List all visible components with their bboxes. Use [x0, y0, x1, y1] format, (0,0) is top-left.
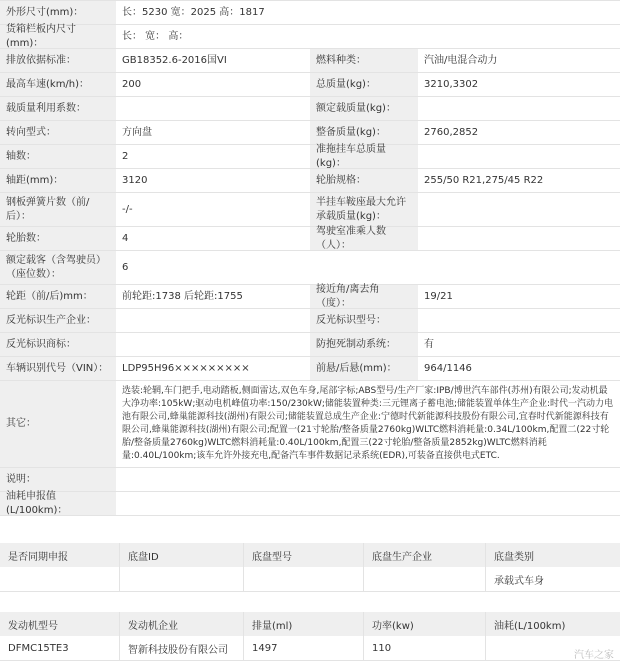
- chassis-cell: 承载式车身: [494, 575, 544, 587]
- total-mass-value: 3210,3302: [418, 73, 620, 96]
- tires-value: 4: [116, 227, 310, 250]
- cab-value: [418, 227, 620, 250]
- chassis-header-cell: 是否同期申报: [0, 543, 120, 567]
- chassis-header-cell: 底盘生产企业: [364, 543, 486, 567]
- chassis-data-row: [0, 567, 620, 592]
- reflect-model-value: [418, 309, 620, 332]
- seats-value: 6: [116, 251, 620, 284]
- row-consumption: [0, 492, 620, 516]
- tire-spec-label: 轮胎规格：: [310, 169, 418, 192]
- engine-cell: 110: [364, 636, 486, 660]
- rated-load-value: [418, 97, 620, 120]
- row-speed: [0, 73, 620, 97]
- row-leaf: [0, 193, 620, 227]
- row-cargo: [0, 25, 620, 49]
- engine-header-cell: 功率(kw): [364, 612, 486, 636]
- row-wheelbase: [0, 169, 620, 193]
- note-value: [116, 468, 620, 491]
- row-emission: [0, 49, 620, 73]
- vin-value: LDP95H96×××××××××: [116, 357, 310, 380]
- chassis-table: [0, 543, 620, 592]
- steering-label: 转向型式：: [0, 121, 116, 144]
- steering-value: 方向盘: [116, 121, 310, 144]
- wheelbase-value: 3120: [116, 169, 310, 192]
- track-value: 前轮距:1738 后轮距:1755: [116, 285, 310, 308]
- total-mass-label: 总质量(kg)：: [310, 73, 418, 96]
- engine-header-row: [0, 612, 620, 636]
- engine-header-cell: 排量(ml): [244, 612, 364, 636]
- abs-value: 有: [418, 333, 620, 356]
- row-axles: [0, 145, 620, 169]
- axles-label: 轴数：: [0, 145, 116, 168]
- leaf-label: 钢板弹簧片数（前/后）：: [0, 193, 116, 226]
- emission-label: 排放依据标准：: [0, 49, 116, 72]
- chassis-cell: [244, 567, 364, 591]
- engine-header-cell: 油耗(L/100km): [494, 620, 566, 632]
- cargo-value: 长： 宽： 高：: [116, 25, 620, 48]
- other-value: 选装:轮辋,车门把手,电动踏板,侧面雷达,双色车身,尾部字标;ABS型号/生产厂家:IPB/博世汽车部件(苏州)有限公司;发动机最大净功率:105kW;驱动电机峰值功率:150/230kW;储能装置种类:三元锂离子蓄电池;储能装置单体生产企业:时代一汽动力电池有限公司,蜂巢能源科技(湖州)有限公司;储能装置总成生产企业:宁德时代新能源科技股份有限公司,宜春时代新能源科技有限公司,蜂巢能源科技(湖州)有限公司;配置一(21寸轮胎/整备质量2760kg)WLTC燃料消耗量:0.34L/100km,配置二(22寸轮胎/整备质量2760kg)WLTC燃料消耗量:0.40L/100km,配置三(22寸轮胎/整备质量2852kg)WLTC燃料消耗量:0.40L/100km;该车允许外接充电,配备汽车事件数据记录系统(EDR),可装备直接供电式ETC.: [116, 381, 620, 467]
- row-other: [0, 381, 620, 468]
- speed-value: 200: [116, 73, 310, 96]
- engine-data-row: [0, 636, 620, 661]
- reflect-brand-label: 反光标识商标：: [0, 333, 116, 356]
- tires-label: 轮胎数：: [0, 227, 116, 250]
- trailer-label: 准拖挂车总质量(kg)：: [310, 145, 418, 168]
- overhang-label: 前悬/后悬(mm)：: [310, 357, 418, 380]
- angle-label: 接近角/离去角（度）：: [310, 285, 418, 308]
- engine-cell: 1497: [244, 636, 364, 660]
- angle-value: 19/21: [418, 285, 620, 308]
- other-label: 其它：: [0, 381, 116, 467]
- row-track: [0, 285, 620, 309]
- util-label: 载质量利用系数：: [0, 97, 116, 120]
- reflect-brand-value: [116, 333, 310, 356]
- engine-table: [0, 612, 620, 661]
- reflect-model-label: 反光标识型号：: [310, 309, 418, 332]
- fuel-label: 燃料种类：: [310, 49, 418, 72]
- seats-label: 额定载客（含驾驶员）（座位数）：: [0, 251, 116, 284]
- chassis-header-row: [0, 543, 620, 567]
- fuel-value: 汽油/电混合动力: [418, 49, 620, 72]
- speed-label: 最高车速(km/h)：: [0, 73, 116, 96]
- saddle-value: [418, 193, 620, 226]
- chassis-cell: [0, 567, 120, 591]
- watermark: 汽车之家: [574, 650, 614, 661]
- row-note: [0, 468, 620, 492]
- row-vin: [0, 357, 620, 381]
- chassis-header-cell: 底盘ID: [120, 543, 244, 567]
- engine-header-cell: 发动机企业: [120, 612, 244, 636]
- cab-label: 驾驶室准乘人数（人）：: [310, 227, 418, 250]
- chassis-header-cell: 底盘型号: [244, 543, 364, 567]
- dimensions-value: 长：5230 宽：2025 高：1817: [116, 1, 620, 24]
- reflect-maker-label: 反光标识生产企业：: [0, 309, 116, 332]
- note-label: 说明：: [0, 468, 116, 491]
- overhang-value: 964/1146: [418, 357, 620, 380]
- wheelbase-label: 轴距(mm)：: [0, 169, 116, 192]
- row-reflect-maker: [0, 309, 620, 333]
- engine-header-cell: 发动机型号: [0, 612, 120, 636]
- tire-spec-value: 255/50 R21,275/45 R22: [418, 169, 620, 192]
- chassis-header-cell: 底盘类别: [494, 551, 534, 563]
- consumption-label: 油耗申报值(L/100km)：: [0, 492, 116, 515]
- saddle-label: 半挂车鞍座最大允许承载质量(kg)：: [310, 193, 418, 226]
- vin-label: 车辆识别代号（VIN）：: [0, 357, 116, 380]
- consumption-value: [116, 492, 620, 515]
- leaf-value: -/-: [116, 193, 310, 226]
- row-dimensions: [0, 1, 620, 25]
- rated-load-label: 额定载质量(kg)：: [310, 97, 418, 120]
- chassis-cell: [364, 567, 486, 591]
- row-reflect-brand: [0, 333, 620, 357]
- cargo-label: 货箱栏板内尺寸(mm)：: [0, 25, 116, 48]
- curb-label: 整备质量(kg)：: [310, 121, 418, 144]
- row-seats: [0, 251, 620, 285]
- abs-label: 防抱死制动系统：: [310, 333, 418, 356]
- reflect-maker-value: [116, 309, 310, 332]
- dimensions-label: 外形尺寸(mm)：: [0, 1, 116, 24]
- trailer-value: [418, 145, 620, 168]
- row-util: [0, 97, 620, 121]
- util-value: [116, 97, 310, 120]
- emission-value: GB18352.6-2016国VI: [116, 49, 310, 72]
- row-steering: [0, 121, 620, 145]
- engine-cell: 智新科技股份有限公司: [120, 636, 244, 660]
- chassis-cell: [120, 567, 244, 591]
- axles-value: 2: [116, 145, 310, 168]
- track-label: 轮距（前/后)mm：: [0, 285, 116, 308]
- curb-value: 2760,2852: [418, 121, 620, 144]
- row-tires: [0, 227, 620, 251]
- engine-cell: DFMC15TE3: [0, 636, 120, 660]
